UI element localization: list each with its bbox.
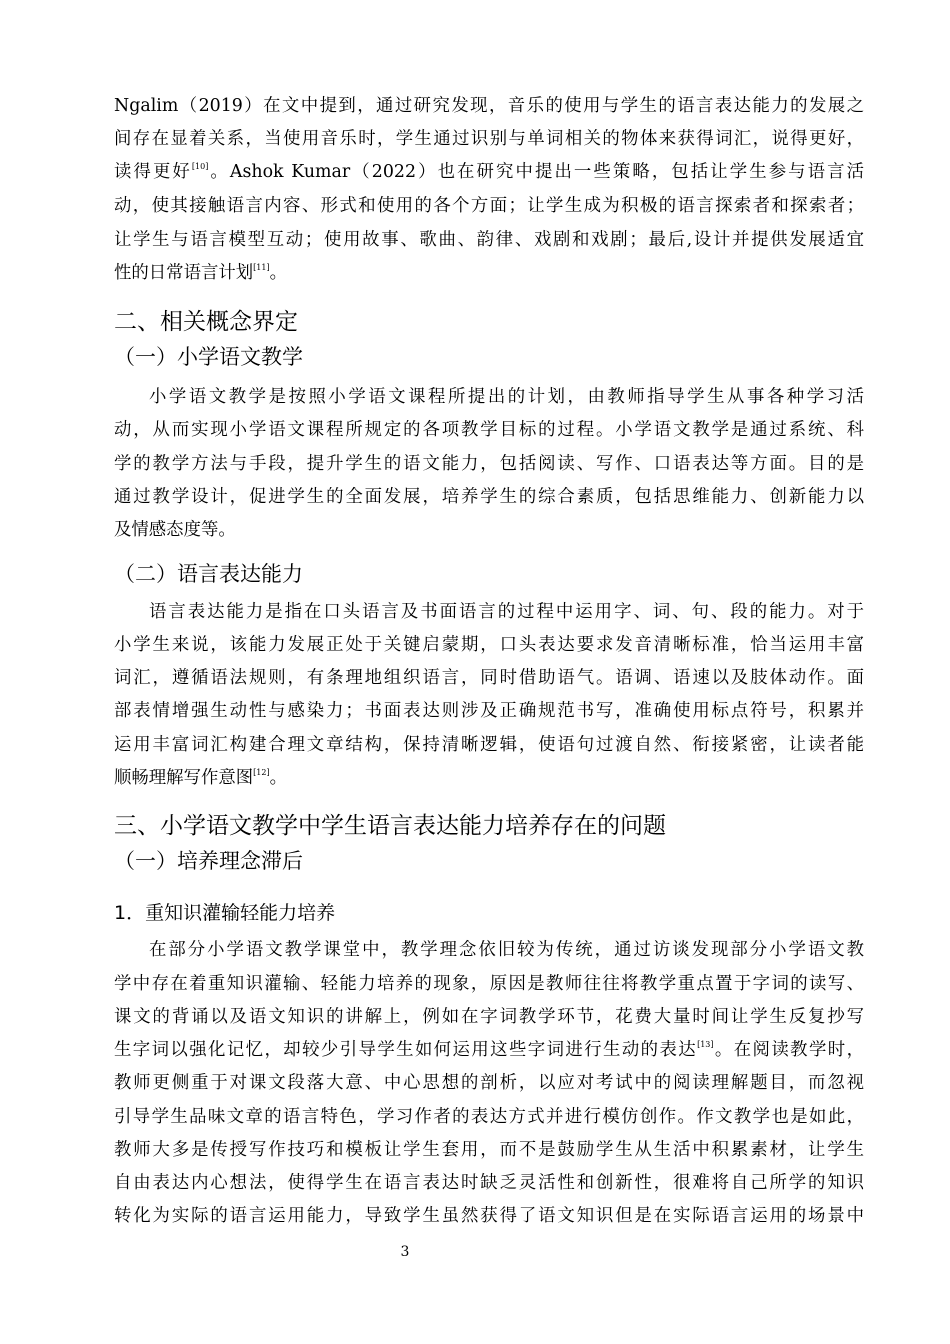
paragraph-line: 动，从而实现小学语文课程所规定的各项教学目标的过程。小学语文教学是通过系统、科 xyxy=(114,420,864,440)
paragraph-line: 部表情增强生动性与感染力；书面表达则涉及正确规范书写，准确使用标点符号，积累并 xyxy=(114,701,864,721)
paragraph-line: 小学语文教学是按照小学语文课程所提出的计划，由教师指导学生从事各种学习活 xyxy=(149,387,864,407)
paragraph-line: 转化为实际的语言运用能力，导致学生虽然获得了语文知识但是在实际语言运用的场景中 xyxy=(114,1206,864,1226)
paragraph-line: 生字词以强化记忆，却较少引导学生如何运用这些字词进行生动的表达[13]。在阅读教学时， xyxy=(114,1040,864,1060)
subsection-heading: （二）语言表达能力 xyxy=(114,562,303,586)
paragraph-line: 课文的背诵以及语文知识的讲解上，例如在字词教学环节，花费大量时间让学生反复抄写 xyxy=(114,1007,864,1027)
paragraph-line: 教师更侧重于对课文段落大意、中心思想的剖析，以应对考试中的阅读理解题目，而忽视 xyxy=(114,1073,864,1093)
paragraph-line: 运用丰富词汇构建合理文章结构，保持清晰逻辑，使语句过渡自然、衔接紧密，让读者能 xyxy=(114,735,864,755)
citation: [12] xyxy=(253,768,270,777)
paragraph-line: 及情感态度等。 xyxy=(114,520,236,540)
paragraph-line: 让学生与语言模型互动；使用故事、歌曲、韵律、戏剧和戏剧；最后,设计并提供发展适宜 xyxy=(114,230,864,250)
paragraph-line: 读得更好[10]。Ashok Kumar（2022）也在研究中提出一些策略，包括让学生参与语言活 xyxy=(114,162,864,182)
paragraph-line: 引导学生品味文章的语言特色，学习作者的表达方式并进行模仿创作。作文教学也是如此， xyxy=(114,1107,864,1127)
paragraph-line: 性的日常语言计划[11]。 xyxy=(114,263,287,283)
section-heading: 二、相关概念界定 xyxy=(114,309,298,335)
paragraph-line: 学的教学方法与手段，提升学生的语文能力，包括阅读、写作、口语表达等方面。目的是 xyxy=(114,454,864,474)
paragraph-line: 间存在显着关系，当使用音乐时，学生通过识别与单词相关的物体来获得词汇，说得更好， xyxy=(114,129,864,149)
citation: [10] xyxy=(191,162,209,171)
paragraph-line: 通过教学设计，促进学生的全面发展，培养学生的综合素质，包括思维能力、创新能力以 xyxy=(114,487,864,507)
paragraph-line: 语言表达能力是指在口头语言及书面语言的过程中运用字、词、句、段的能力。对于 xyxy=(149,602,864,622)
subsubsection-heading: 1．重知识灌输轻能力培养 xyxy=(114,902,336,924)
paragraph-line: 小学生来说，该能力发展正处于关键启蒙期，口头表达要求发音清晰标准，恰当运用丰富 xyxy=(114,635,864,655)
paragraph-line: 顺畅理解写作意图[12]。 xyxy=(114,768,287,788)
paragraph-line: 教师大多是传授写作技巧和模板让学生套用，而不是鼓励学生从生活中积累素材，让学生 xyxy=(114,1140,864,1160)
citation: [11] xyxy=(253,263,270,272)
page-number: 3 xyxy=(400,1244,410,1260)
paragraph-line: 词汇，遵循语法规则，有条理地组织语言，同时借助语气。语调、语速以及肢体动作。面 xyxy=(114,668,864,688)
paragraph-line: 自由表达内心想法，使得学生在语言表达时缺乏灵活性和创新性，很难将自己所学的知识 xyxy=(114,1173,864,1193)
paragraph-line: Ngalim（2019）在文中提到，通过研究发现，音乐的使用与学生的语言表达能力的发展之 xyxy=(114,96,864,116)
paragraph-line: 学中存在着重知识灌输、轻能力培养的现象，原因是教师往往将教学重点置于字词的读写、 xyxy=(114,974,864,994)
paragraph-line: 在部分小学语文教学课堂中，教学理念依旧较为传统，通过访谈发现部分小学语文教 xyxy=(149,940,864,960)
subsection-heading: （一）小学语文教学 xyxy=(114,345,303,369)
section-heading: 三、小学语文教学中学生语言表达能力培养存在的问题 xyxy=(114,813,666,839)
paragraph-line: 动，使其接触语言内容、形式和使用的各个方面；让学生成为积极的语言探索者和探索者； xyxy=(114,196,864,216)
citation: [13] xyxy=(697,1040,714,1049)
subsection-heading: （一）培养理念滞后 xyxy=(114,849,303,873)
